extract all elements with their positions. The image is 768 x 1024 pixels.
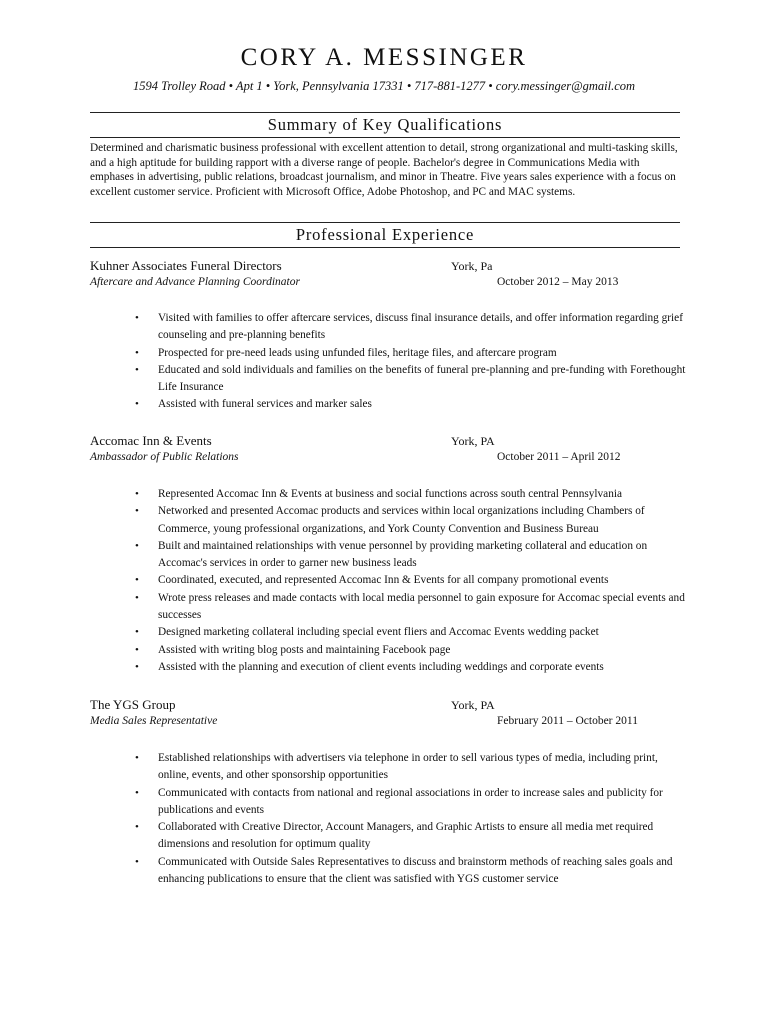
job-bullets <box>135 486 688 676</box>
list-item <box>135 362 688 397</box>
company-name: Kuhner Associates Funeral Directors <box>90 258 282 273</box>
bullet-text: Educated and sold individuals and families on the benefits of funeral pre-planning and pre-funding with Forethought Life Insurance <box>158 363 686 394</box>
list-item <box>135 819 688 854</box>
job-header <box>90 258 690 276</box>
bullet-text: Visited with families to offer aftercare services, discuss final insurance details, and offer information regarding grief counseling and pre-planning benefits <box>158 312 683 342</box>
list-item <box>135 659 688 676</box>
bullet-icon: • <box>135 660 139 673</box>
list-item <box>135 572 688 589</box>
job-entry <box>90 433 690 469</box>
bullet-text: Networked and presented Accomac products and services within local organizations including Chambers of Commerce, young professional organizations, and York County Convention and Business Bureau <box>158 505 645 535</box>
job-location: York, PA <box>451 698 495 712</box>
bullet-text: Wrote press releases and made contacts with local media personnel to gain exposure for Accomac special events and successes <box>158 591 685 622</box>
job-location: York, PA <box>451 434 495 448</box>
bullet-icon: • <box>135 786 139 799</box>
list-item <box>135 345 688 362</box>
list-item <box>135 785 688 820</box>
job-entry <box>90 258 690 294</box>
bullet-icon: • <box>135 855 139 868</box>
bullet-icon: • <box>135 821 139 834</box>
list-item <box>135 854 688 889</box>
bullet-text: Collaborated with Creative Director, Account Managers, and Graphic Artists to ensure all media met required dimensions and resolution for optimum quality <box>158 821 654 851</box>
summary-text: Determined and charismatic business professional with excellent attention to detail, strong organizational and multi-tasking skills, and a high aptitude for building rapport with a diverse range of people. Bachelor's degree in Communications Media with emphases in advertising, public relations, broadcast journalism, and minor in Theatre. Five years sales experience with a focus on excellent customer service. Proficient with Microsoft Office, Adobe Photoshop, and PC and MAC systems. <box>90 142 678 198</box>
job-dates: October 2011 – April 2012 <box>497 451 621 463</box>
experience-heading: Professional Experience <box>90 222 680 248</box>
job-role-line <box>90 715 690 733</box>
bullet-icon: • <box>135 752 139 764</box>
bullet-icon: • <box>135 591 139 604</box>
job-role-line <box>90 276 690 294</box>
bullet-text: Communicated with Outside Sales Representatives to discuss and brainstorm methods of reaching sales goals and enhancing publications to ensure that the client was satisfied with YGS customer service <box>158 855 673 886</box>
job-title: Aftercare and Advance Planning Coordinator <box>90 276 300 288</box>
list-item <box>135 503 688 538</box>
bullet-text: Built and maintained relationships with venue personnel by providing marketing collateral and education on Accomac's services in order to garner new business leads <box>158 539 648 570</box>
job-bullets <box>135 750 688 888</box>
bullet-icon: • <box>135 574 139 587</box>
summary-heading: Summary of Key Qualifications <box>90 112 680 138</box>
job-entry <box>90 697 690 733</box>
bullet-text: Established relationships with advertisers via telephone in order to sell various types of media, including print, online, events, and other sponsorship opportunities <box>158 752 658 782</box>
bullet-icon: • <box>135 398 139 411</box>
contact-line: 1594 Trolley Road • Apt 1 • York, Pennsylvania 17331 • 717-881-1277 • cory.messinger@gmail.com <box>132 79 636 93</box>
job-header <box>90 697 690 715</box>
candidate-name: CORY A. MESSINGER <box>240 44 528 71</box>
job-bullets <box>135 310 688 414</box>
list-item <box>135 750 688 785</box>
list-item <box>135 396 688 413</box>
list-item <box>135 590 688 625</box>
job-role-line <box>90 451 690 469</box>
bullet-icon: • <box>135 626 139 639</box>
job-location: York, Pa <box>451 259 493 273</box>
job-header <box>90 433 690 451</box>
bullet-icon: • <box>135 363 139 376</box>
list-item <box>135 642 688 659</box>
bullet-icon: • <box>135 346 139 359</box>
bullet-text: Assisted with funeral services and marker sales <box>158 398 372 411</box>
bullet-icon: • <box>135 539 139 552</box>
company-name: Accomac Inn & Events <box>90 433 212 448</box>
job-dates: October 2012 – May 2013 <box>497 276 619 288</box>
bullet-text: Communicated with contacts from national and regional associations in order to increase sales and publicity for publications and events <box>158 786 663 816</box>
bullet-text: Coordinated, executed, and represented Accomac Inn & Events for all company promotional events <box>158 574 609 587</box>
bullet-icon: • <box>135 312 139 324</box>
list-item <box>135 486 688 503</box>
bullet-text: Designed marketing collateral including special event fliers and Accomac Events wedding packet <box>158 626 599 639</box>
bullet-text: Assisted with the planning and execution of client events including weddings and corporate events <box>158 660 604 673</box>
list-item <box>135 310 688 345</box>
bullet-icon: • <box>135 643 139 656</box>
bullet-text: Prospected for pre-need leads using unfunded files, heritage files, and aftercare program <box>158 346 557 359</box>
job-title: Media Sales Representative <box>90 715 218 727</box>
list-item <box>135 538 688 573</box>
bullet-text: Represented Accomac Inn & Events at business and social functions across south central Pennsylvania <box>158 488 622 500</box>
company-name: The YGS Group <box>90 697 176 712</box>
job-title: Ambassador of Public Relations <box>90 451 239 463</box>
bullet-icon: • <box>135 505 139 518</box>
list-item <box>135 624 688 641</box>
job-dates: February 2011 – October 2011 <box>497 715 638 727</box>
bullet-icon: • <box>135 488 139 500</box>
bullet-text: Assisted with writing blog posts and maintaining Facebook page <box>158 643 451 656</box>
